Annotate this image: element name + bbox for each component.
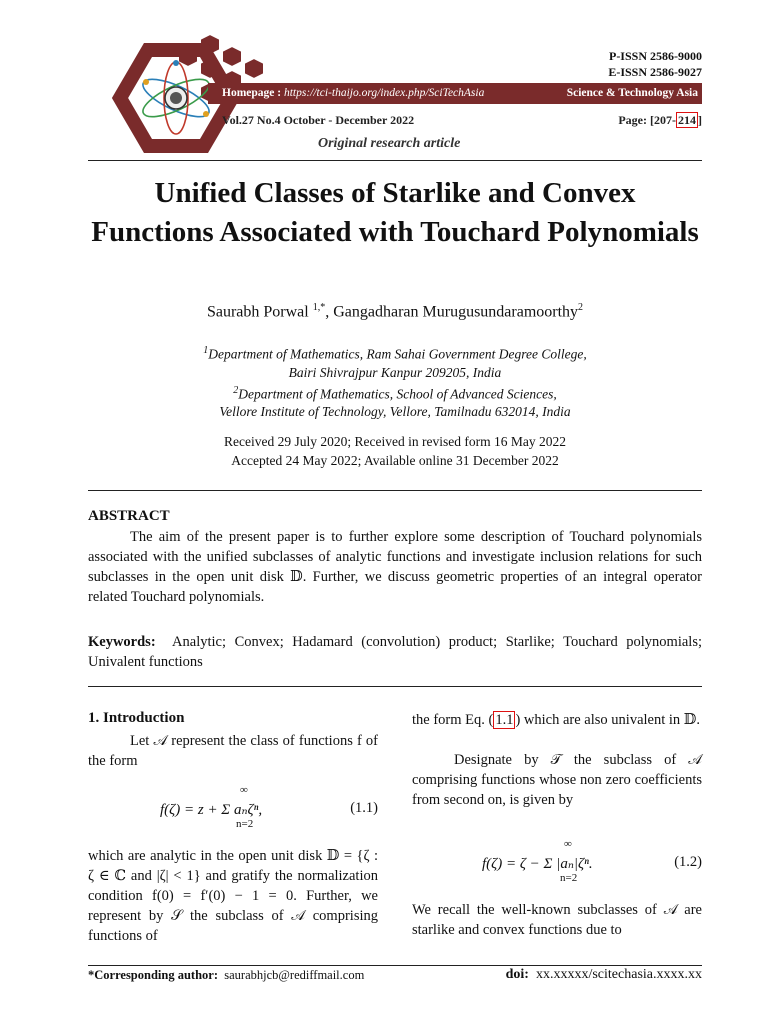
article-dates: Received 29 July 2020; Received in revised form 16 May 2022 Accepted 24 May 2022; Available online 31 December 2022 <box>224 434 566 468</box>
affiliations: $^1$Department of Mathematics, Ram Sahai Government Degree College, Bairi Shivrajpur Kanpur 209205, India $^2$Department of Mathematics, School of Advanced Sciences, Vellore Institute of Technology, Vellore, Tamilnadu 632014, India <box>90 342 700 421</box>
corresponding-email[interactable]: saurabhjcb@rediffmail.com <box>224 968 365 982</box>
equation-1-2-body: f(ζ) = ζ − Σ |aₙ|ζⁿ. <box>482 856 593 872</box>
author-2-affil: 2 <box>578 302 584 313</box>
author-2: Gangadharan Murugusundaramoorthy <box>333 303 579 321</box>
homepage-link[interactable]: https://tci-thaijo.org/index.php/SciTechAsia <box>283 87 485 99</box>
journal-banner <box>208 83 702 104</box>
author-1-affil: 1,* <box>312 302 326 313</box>
volume-info: Vol.27 No.4 October - December 2022 <box>222 113 415 127</box>
e-issn: E-ISSN 2586-9027 <box>608 65 702 79</box>
header-divider <box>88 160 702 161</box>
intro-paragraph-2: which are analytic in the open unit disk 𝔻 = {ζ : ζ ∈ ℂ and |ζ| < 1} and gratify the normalization condition f(0) = f′(0) − 1 = 0. Further, we represent by 𝒮 the subclass of 𝒜 comprising functions of <box>88 848 378 944</box>
page-range: Page: [207- 214 ] <box>618 113 702 127</box>
equation-1-1: f(ζ) = z + Σ aₙζⁿ, ∞ n=2 (1.1) <box>160 784 378 830</box>
intro-paragraph-4: Designate by 𝒯 the subclass of 𝒜 comprising functions whose non zero coefficients from second on, is given by <box>412 752 702 808</box>
equation-1-1-body: f(ζ) = z + Σ aₙζⁿ, <box>160 802 263 818</box>
keywords <box>88 632 702 672</box>
p-issn: P-ISSN 2586-9000 <box>608 49 702 63</box>
page-end-link[interactable]: 214 <box>678 113 696 127</box>
abstract-heading: ABSTRACT <box>88 508 170 524</box>
affiliation-2: $^2$Department of Mathematics, School of Advanced Sciences, <box>233 384 557 401</box>
keywords-label: Keywords: <box>88 634 156 650</box>
equation-1-2: f(ζ) = ζ − Σ |aₙ|ζⁿ. ∞ n=2 (1.2) <box>482 838 702 884</box>
article-type: Original research article <box>318 136 461 151</box>
equation-1-1-number: (1.1) <box>350 800 378 816</box>
author-1: Saurabh Porwal <box>206 303 309 321</box>
doi: doi: xx.xxxxx/scitechasia.xxxx.xx <box>505 967 702 982</box>
author-list: Saurabh Porwal $^{1,*}$, Gangadharan Murugusundaramoorthy$^2$ <box>206 302 584 321</box>
affiliation-1: $^1$Department of Mathematics, Ram Sahai Government Degree College, <box>203 345 587 362</box>
corresponding-author: *Corresponding author: saurabhjcb@rediffmail.com <box>88 968 365 982</box>
keywords-divider <box>88 686 702 687</box>
footer-divider <box>88 965 702 966</box>
intro-paragraph-1: Let 𝒜 represent the class of functions f of the form <box>88 733 378 769</box>
doi-value[interactable]: xx.xxxxx/scitechasia.xxxx.xx <box>535 967 702 982</box>
paper-title: Unified Classes of Starlike and Convex Functions Associated with Touchard Polynomials <box>91 177 699 248</box>
intro-paragraph-5: We recall the well-known subclasses of 𝒜 are starlike and convex functions due to <box>412 902 702 938</box>
homepage-label: Homepage : <box>222 87 282 99</box>
journal-name: Science & Technology Asia <box>566 87 698 99</box>
abstract-text: The aim of the present paper is to further explore some description of Touchard polynomials associated with the unified subclasses of analytic functions and investigate inclusion relations for such subclasses in the open unit disk 𝔻. Further, we discuss geometric properties of an integral operator related Touchard polynomials. <box>88 529 702 605</box>
equation-1-2-number: (1.2) <box>674 854 702 870</box>
keywords-text: Analytic; Convex; Hadamard (convolution) product; Starlike; Touchard polynomials; Univalent functions <box>88 634 702 670</box>
abstract-top-divider <box>88 490 702 491</box>
section-heading-introduction: 1. Introduction <box>88 710 185 726</box>
equation-ref-link[interactable]: 1.1 <box>495 712 514 728</box>
intro-paragraph-3: the form Eq. ( 1.1 ) which are also univalent in 𝔻. <box>412 712 700 728</box>
